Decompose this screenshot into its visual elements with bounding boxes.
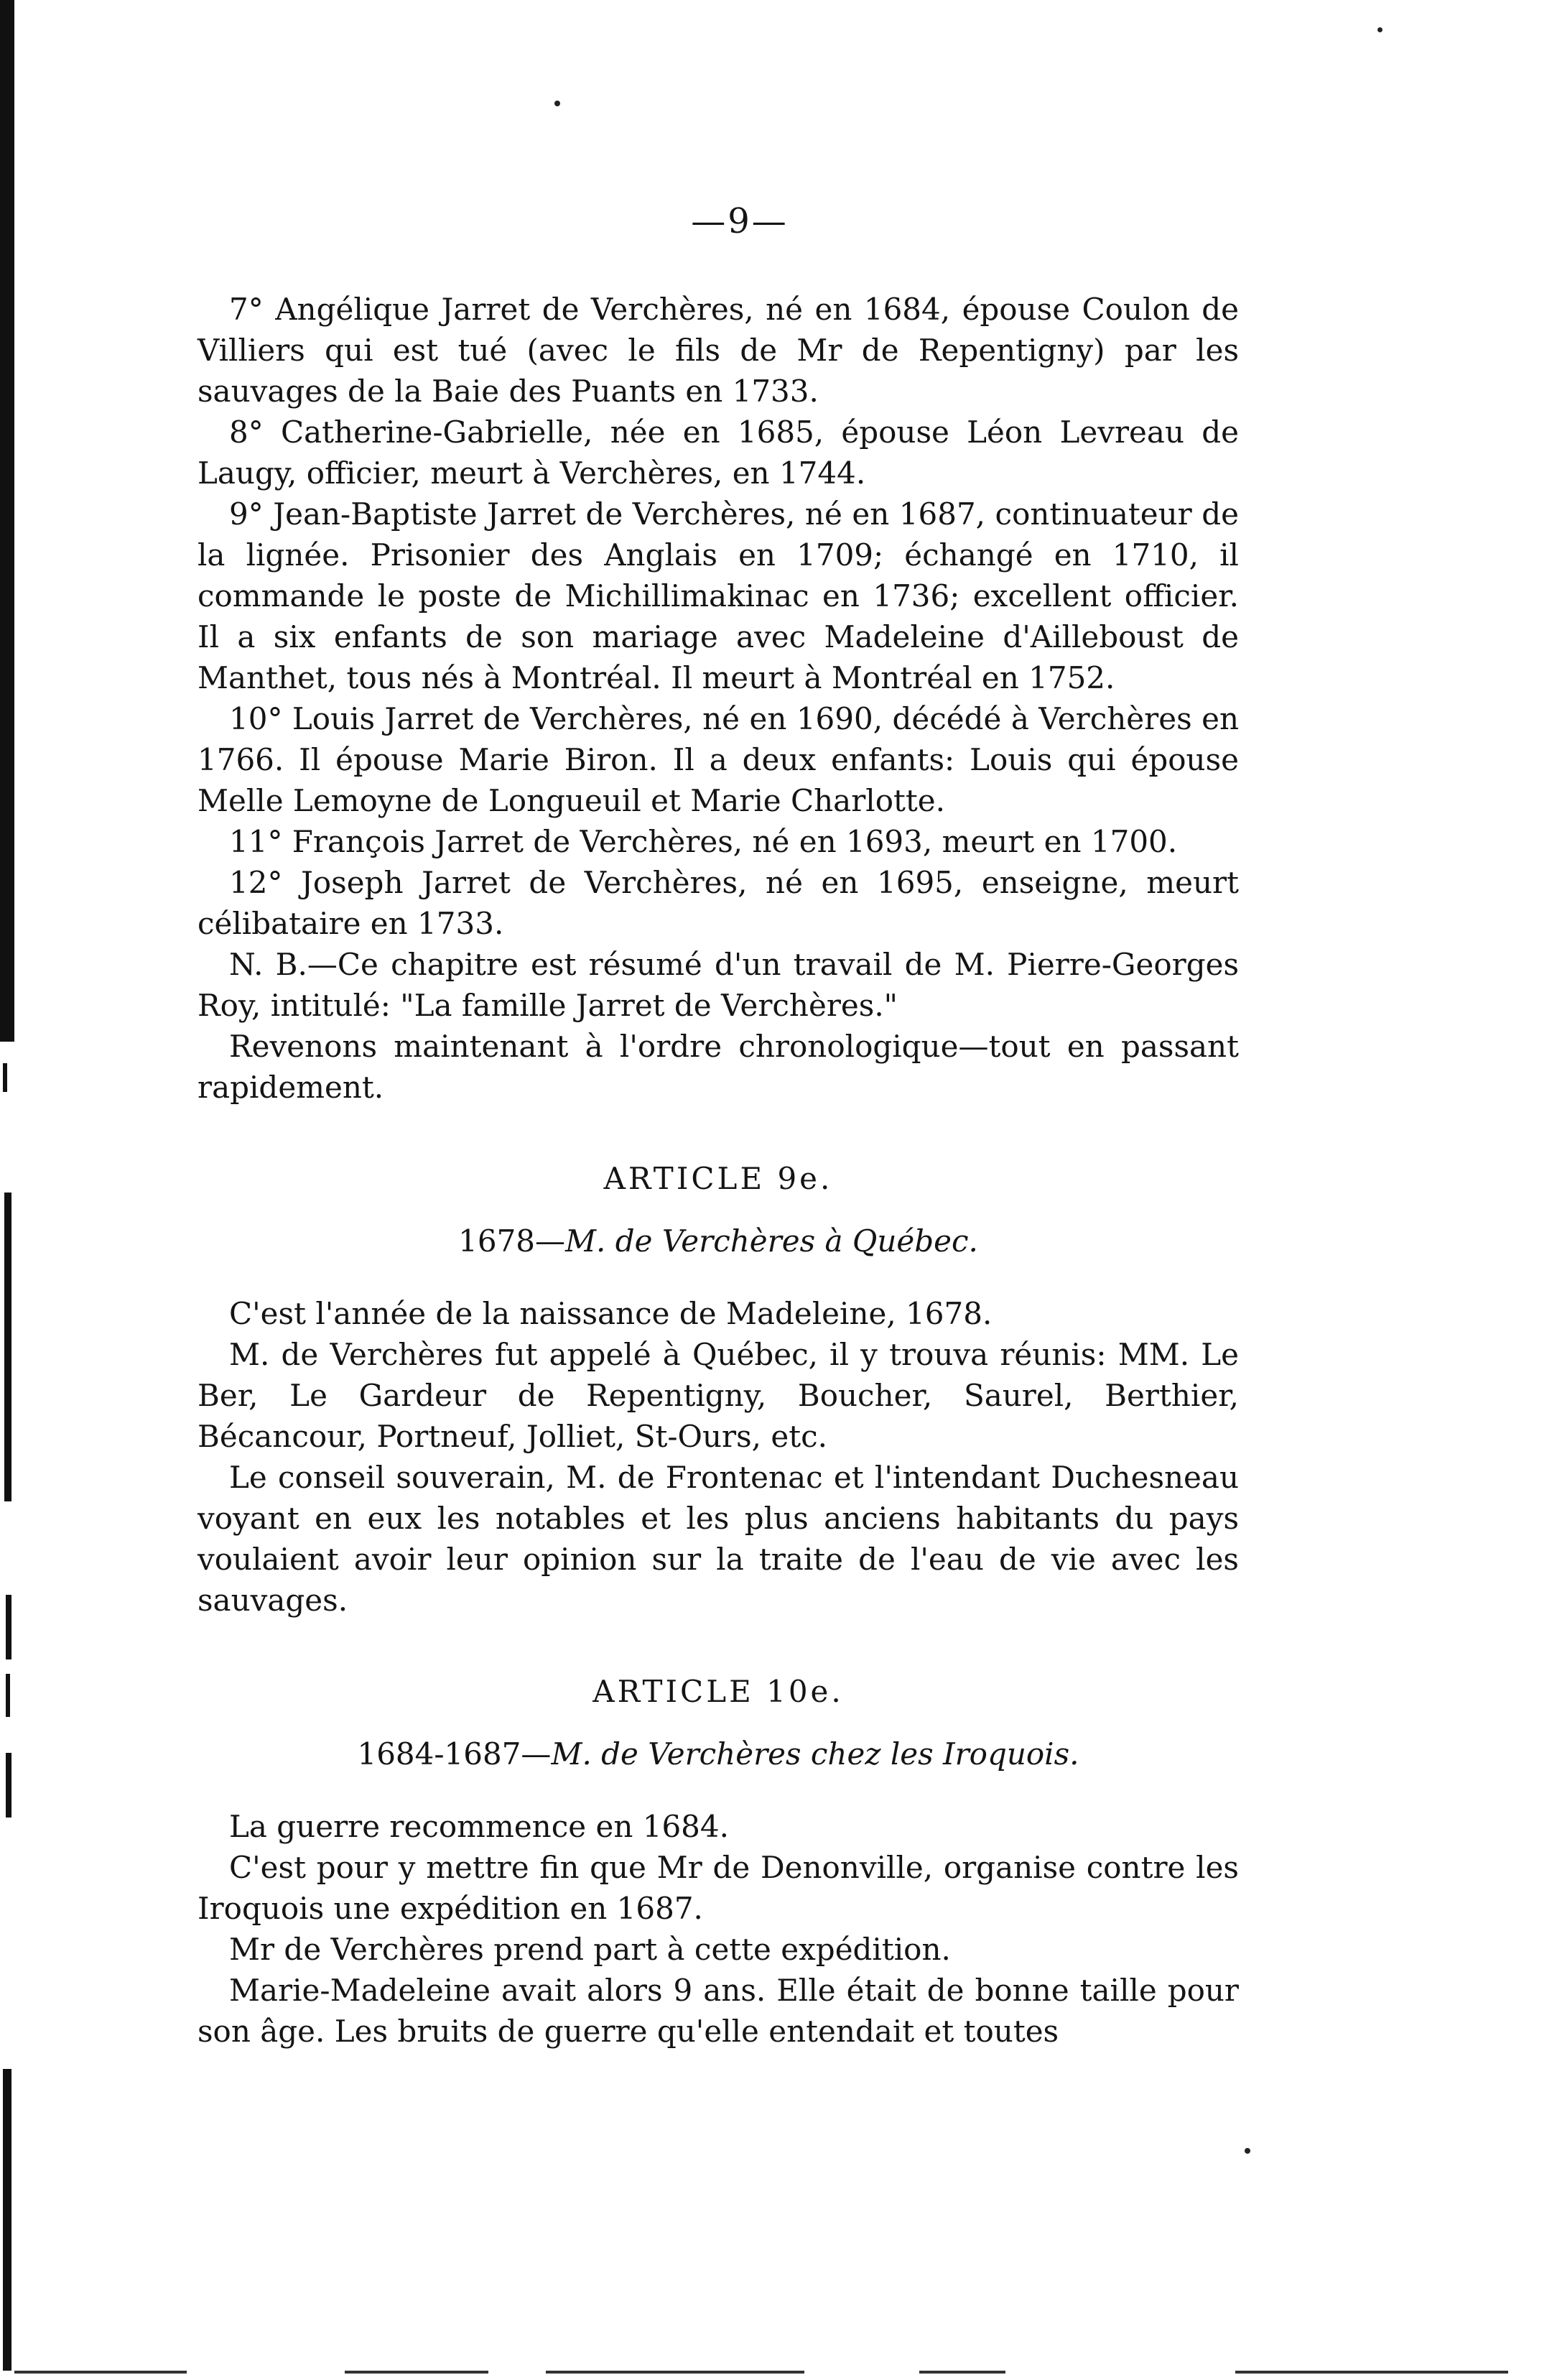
scan-edge-mark xyxy=(3,1063,7,1092)
paragraph-entry-12: 12° Joseph Jarret de Verchères, né en 1695, enseigne, meurt célibataire en 1733. xyxy=(197,865,1239,941)
scan-bottom-rule xyxy=(345,2371,488,2374)
scan-edge-mark xyxy=(4,1193,11,1501)
article-9-years: 1678— xyxy=(458,1223,566,1259)
paragraph-entry-7: 7° Angélique Jarret de Verchères, né en 1684, épouse Coulon de Villiers qui est tué (avec le fils de Mr de Repentigny) par les sauvages de la Baie des Puants en 1733. xyxy=(197,292,1239,409)
article-9-paragraph: M. de Verchères fut appelé à Québec, il y trouva réunis: MM. Le Ber, Le Gardeur de Repentigny, Boucher, Saurel, Berthier, Bécancour, Portneuf, Jolliet, St-Ours, etc. xyxy=(197,1337,1239,1454)
article-10-paragraph: Mr de Verchères prend part à cette expédition. xyxy=(229,1932,951,1967)
paragraph-entry-11: 11° François Jarret de Verchères, né en 1693, meurt en 1700. xyxy=(229,824,1178,859)
text-column xyxy=(197,201,1239,2052)
scan-edge-mark xyxy=(3,2069,11,2371)
scan-bottom-rule xyxy=(919,2371,1005,2374)
article-10-heading: ARTICLE 10e. xyxy=(592,1674,844,1709)
article-10-paragraph: Marie-Madeleine avait alors 9 ans. Elle était de bonne taille pour son âge. Les bruits de guerre qu'elle entendait et toutes xyxy=(197,1973,1239,2049)
article-9-title: M. de Verchères à Québec. xyxy=(565,1223,978,1259)
scan-speck xyxy=(1377,27,1382,32)
article-10-paragraph: La guerre recommence en 1684. xyxy=(229,1809,729,1844)
scan-edge-mark xyxy=(6,1595,11,1659)
scan-edge-mark xyxy=(0,0,14,1042)
paragraph-note: N. B.—Ce chapitre est résumé d'un travail de M. Pierre-Georges Roy, intitulé: "La famille Jarret de Verchères." xyxy=(197,947,1239,1023)
article-10-subheading xyxy=(197,1733,1239,1774)
article-9-subheading xyxy=(197,1221,1239,1261)
scan-speck xyxy=(554,101,560,106)
article-9-paragraph: Le conseil souverain, M. de Frontenac et l'intendant Duchesneau voyant en eux les notables et les plus anciens habitants du pays voulaient avoir leur opinion sur la traite de l'eau de vie avec les sauvages. xyxy=(197,1460,1239,1618)
paragraph-transition: Revenons maintenant à l'ordre chronologique—tout en passant rapidement. xyxy=(197,1029,1239,1105)
article-10-title: M. de Verchères chez les Iroquois. xyxy=(551,1736,1079,1772)
scan-edge-mark xyxy=(6,1674,10,1717)
article-9-paragraph: C'est l'année de la naissance de Madeleine, 1678. xyxy=(229,1296,993,1331)
scan-edge-mark xyxy=(6,1753,11,1818)
article-10-years: 1684-1687— xyxy=(357,1736,552,1772)
page-number: —9— xyxy=(691,201,789,241)
article-10-paragraph: C'est pour y mettre fin que Mr de Denonville, organise contre les Iroquois une expédition en 1687. xyxy=(197,1850,1239,1926)
scan-speck xyxy=(1245,2148,1250,2154)
scan-bottom-rule xyxy=(1235,2371,1508,2374)
paragraph-entry-10: 10° Louis Jarret de Verchères, né en 1690, décédé à Verchères en 1766. Il épouse Marie Biron. Il a deux enfants: Louis qui épouse Melle Lemoyne de Longueuil et Marie Charlotte. xyxy=(197,701,1239,818)
paragraph-entry-8: 8° Catherine-Gabrielle, née en 1685, épouse Léon Levreau de Laugy, officier, meurt à Verchères, en 1744. xyxy=(197,415,1239,491)
paragraph-entry-9: 9° Jean-Baptiste Jarret de Verchères, né en 1687, continuateur de la lignée. Prisonier des Anglais en 1709; échangé en 1710, il commande le poste de Michillimakinac en 1736; excellent officier. Il a six enfants de son mariage avec Madeleine d'Ailleboust de Manthet, tous nés à Montréal. Il meurt à Montréal en 1752. xyxy=(197,496,1239,695)
article-9-heading: ARTICLE 9e. xyxy=(603,1161,833,1196)
scan-bottom-rule xyxy=(14,2371,187,2374)
scan-bottom-rule xyxy=(546,2371,804,2374)
